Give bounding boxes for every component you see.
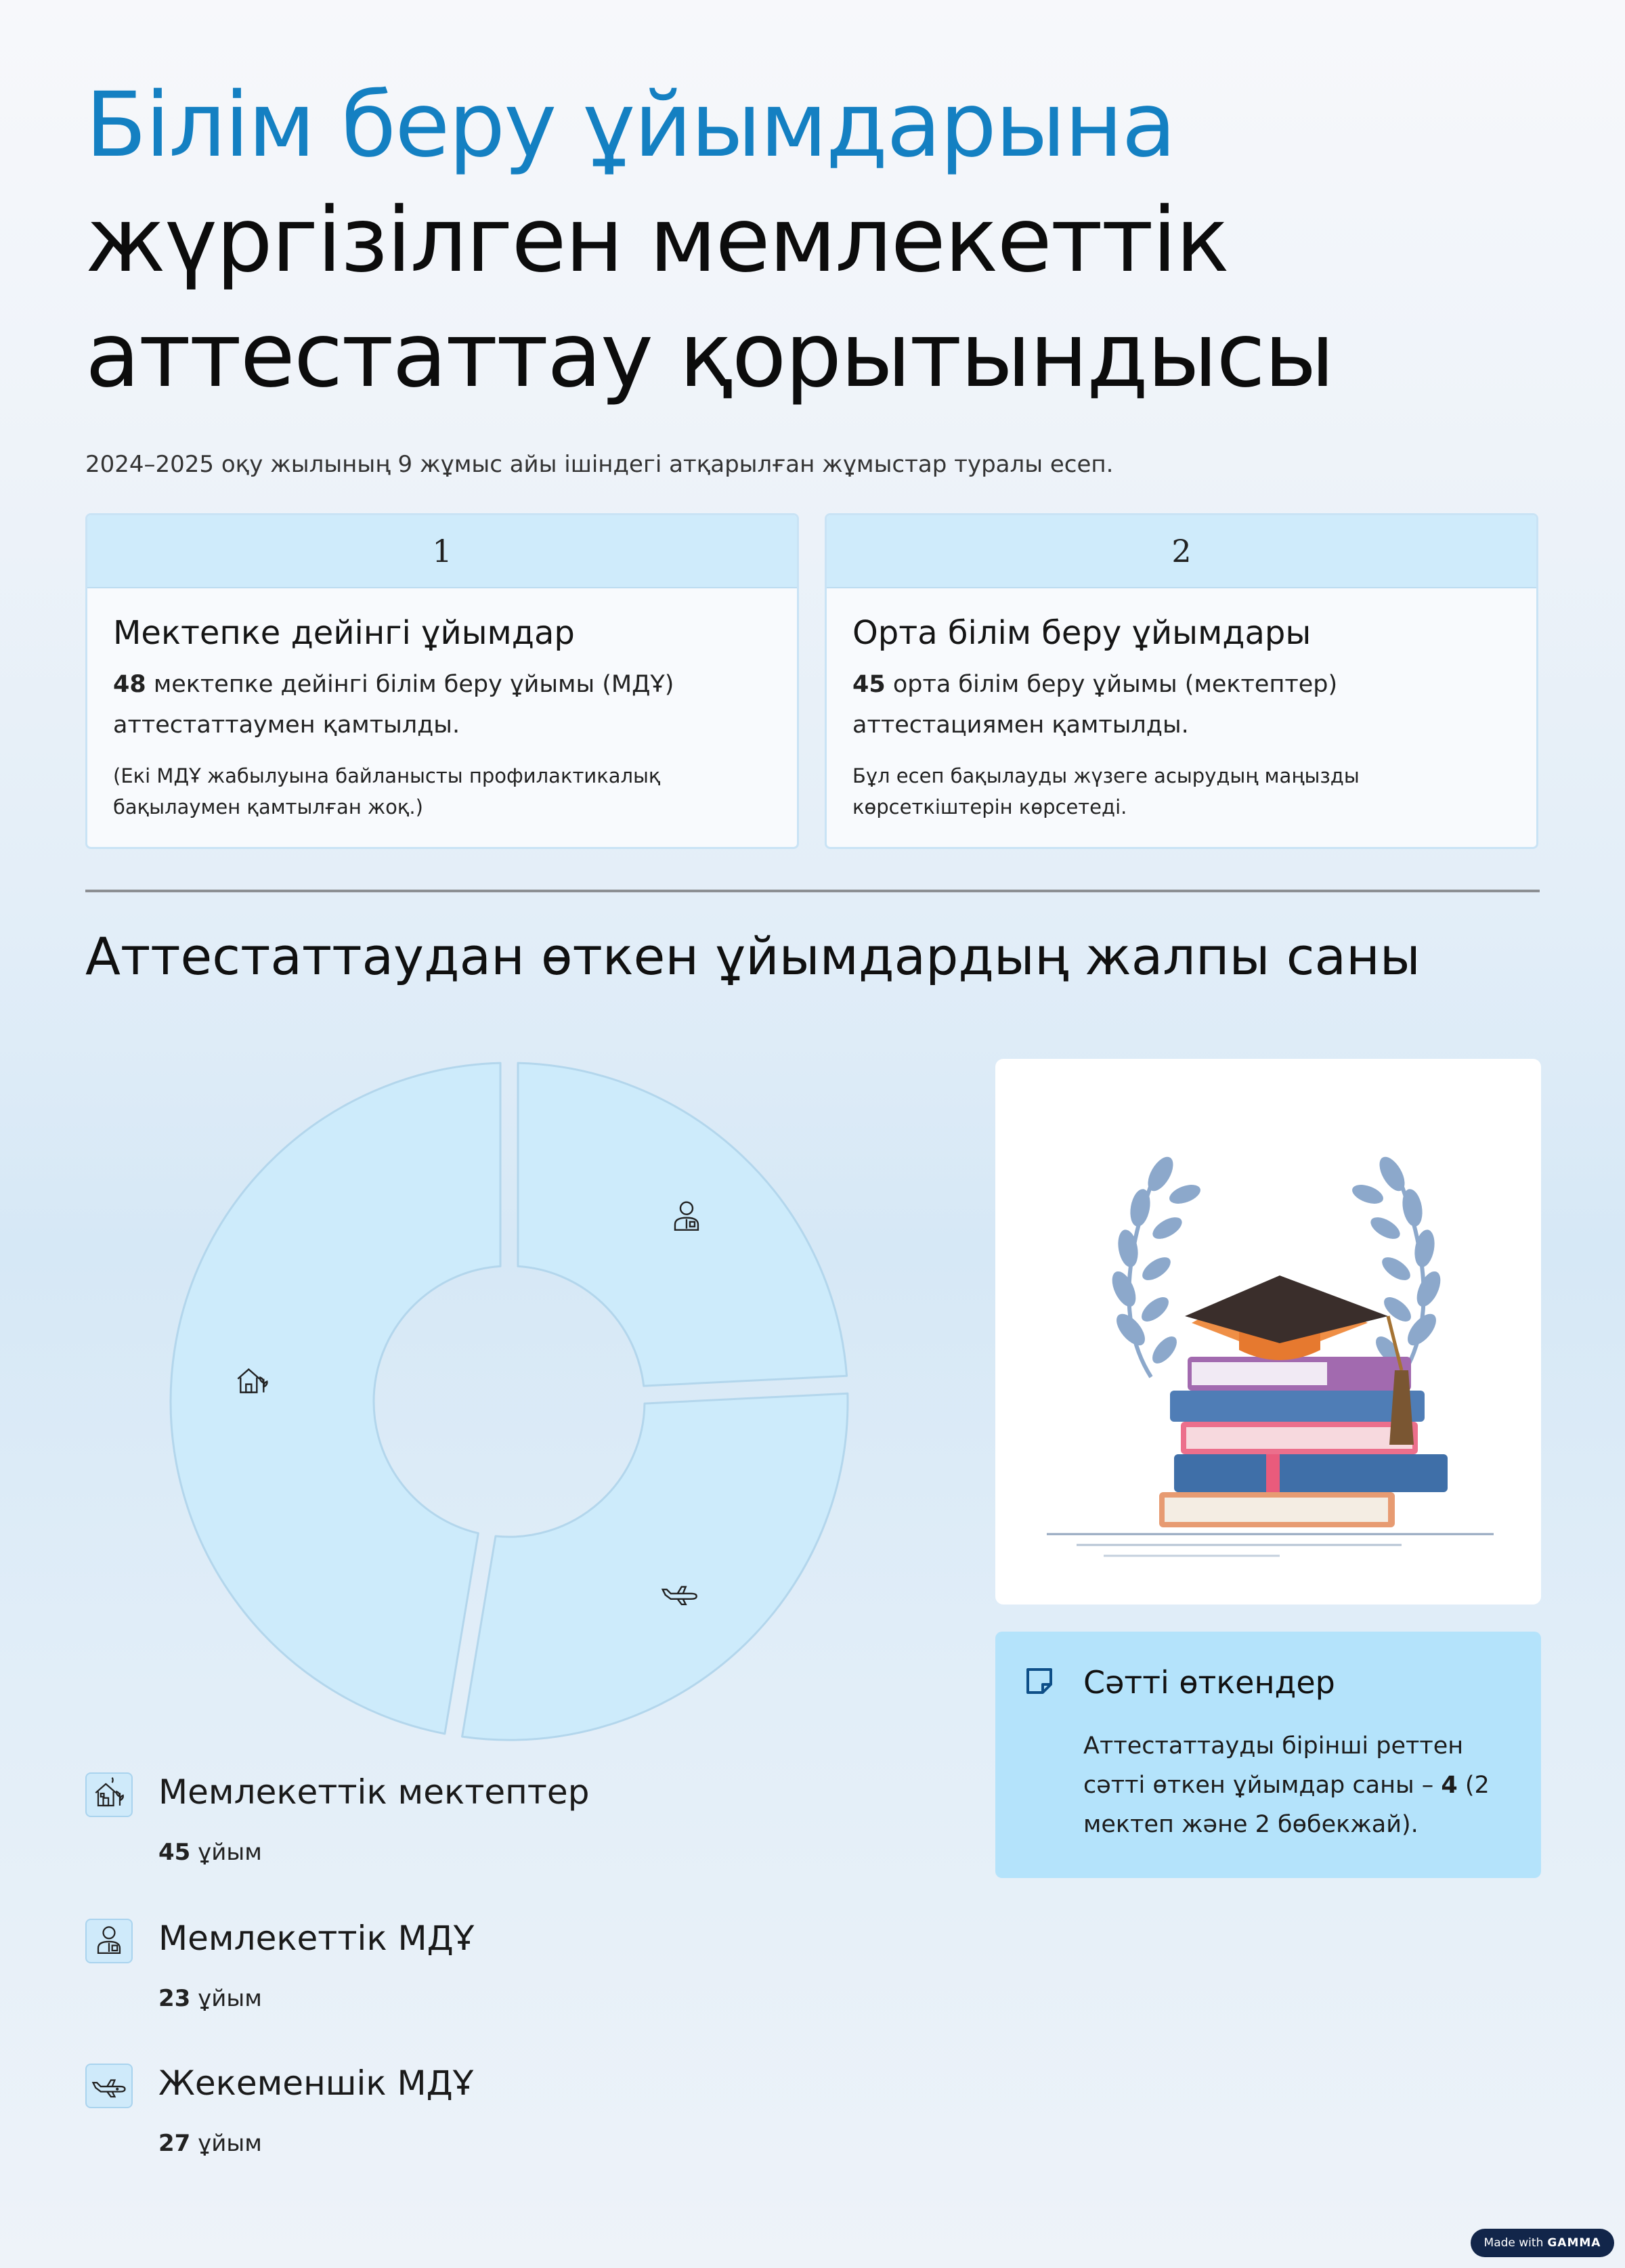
card-note: Бұл есеп бақылауды жүзеге асырудың маңызды көрсеткіштерін көрсетеді.	[852, 764, 1360, 819]
page-title	[85, 68, 1541, 413]
legend-count: 27	[158, 2130, 191, 2157]
card-heading: Орта білім беру ұйымдары	[852, 614, 1312, 652]
card-count: 45	[852, 671, 886, 698]
donut-segment-school	[171, 1063, 500, 1734]
legend-title: Мемлекеттік МДҰ	[158, 1919, 475, 1958]
legend-unit: ұйым	[190, 1839, 262, 1866]
card-number: 1	[87, 515, 797, 588]
callout-body-post: (2 мектеп және 2 бөбекжай).	[1083, 1772, 1490, 1838]
made-with-badge[interactable]	[1471, 2229, 1614, 2257]
callout-title: Сәтті өткендер	[1083, 1664, 1335, 1701]
legend-value	[158, 1985, 262, 2012]
legend-unit: ұйым	[190, 2130, 262, 2157]
success-callout	[995, 1632, 1541, 1878]
title-line-2: жүргізілген мемлекеттік	[85, 188, 1228, 292]
legend-count: 45	[158, 1839, 191, 1866]
card-secondary	[825, 513, 1538, 849]
card-preschool	[85, 513, 799, 849]
callout-body-pre: Аттестаттауды бірінші реттен сәтті өткен ұйымдар саны –	[1083, 1732, 1464, 1799]
plane-icon	[85, 2064, 133, 2108]
title-line-1: Білім беру ұйымдарына	[85, 73, 1175, 177]
graduation-illustration	[995, 1059, 1541, 1605]
report-subtitle: 2024–2025 оқу жылының 9 жұмыс айы ішіндегі атқарылған жұмыстар туралы есеп.	[85, 451, 1114, 478]
legend-value	[158, 2130, 262, 2157]
section-divider	[85, 890, 1540, 892]
legend-title: Мемлекеттік мектептер	[158, 1772, 590, 1812]
donut-chart	[135, 1029, 921, 1781]
card-body-text: орта білім беру ұйымы (мектептер) аттестациямен қамтылды.	[852, 671, 1338, 739]
legend-value	[158, 1839, 262, 1866]
card-count: 48	[113, 671, 146, 698]
card-number: 2	[827, 515, 1536, 588]
card-heading: Мектепке дейінгі ұйымдар	[113, 614, 575, 652]
card-body	[852, 664, 1511, 745]
legend-title: Жекеменшік МДҰ	[158, 2064, 474, 2103]
donut-segment-teacher	[518, 1063, 847, 1386]
donut-segment-plane	[462, 1393, 848, 1740]
badge-brand: GAMMA	[1547, 2236, 1601, 2250]
books-cap-laurel-image	[995, 1059, 1541, 1605]
card-body-text: мектепке дейінгі білім беру ұйымы (МДҰ) аттестаттаумен қамтылды.	[113, 671, 674, 739]
callout-count: 4	[1441, 1772, 1458, 1799]
card-body	[113, 664, 771, 745]
title-line-3: аттестаттау қорытындысы	[85, 303, 1334, 408]
legend-unit: ұйым	[190, 1985, 262, 2012]
badge-prefix: Made with	[1483, 2236, 1544, 2250]
card-note: (Екі МДҰ жабылуына байланысты профилактикалық бақылаумен қамтылған жоқ.)	[113, 764, 661, 819]
teacher-icon	[85, 1919, 133, 1963]
note-icon	[1024, 1665, 1055, 1697]
legend-count: 23	[158, 1985, 191, 2012]
section-title: Аттестаттаудан өткен ұйымдардың жалпы саны	[85, 926, 1421, 986]
callout-body	[1083, 1726, 1517, 1844]
school-icon	[85, 1772, 133, 1817]
